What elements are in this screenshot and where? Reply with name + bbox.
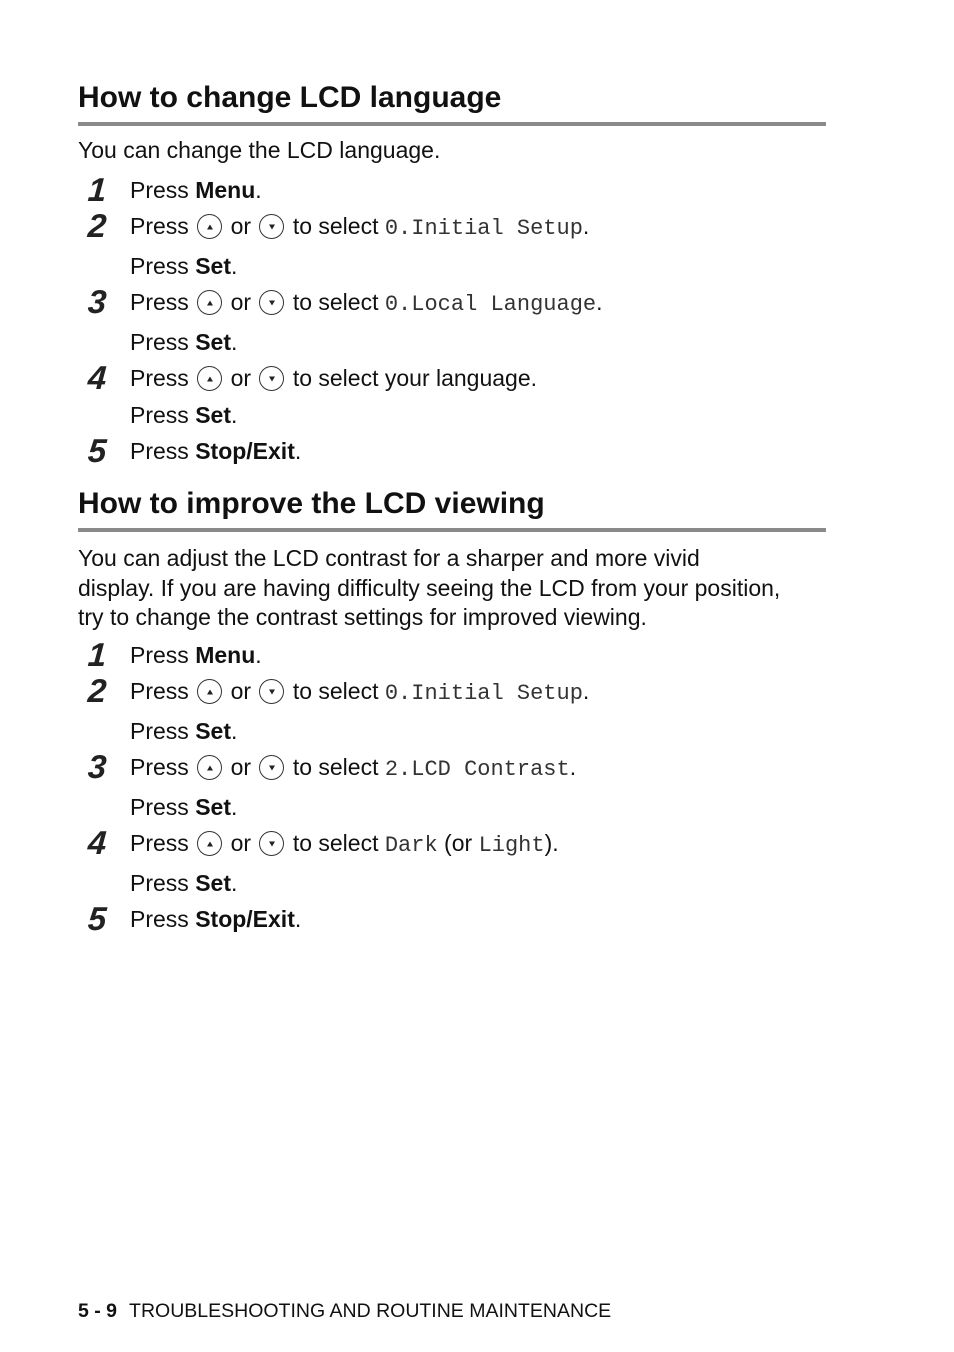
- step-text: .: [230, 869, 238, 896]
- step-number: 2: [86, 207, 108, 244]
- step-text: Press: [130, 365, 189, 391]
- step-line: [130, 789, 826, 826]
- step-line: [130, 360, 826, 397]
- down-arrow-key-icon: [259, 831, 284, 856]
- step-text: Press: [130, 438, 196, 464]
- step-text: to select: [292, 289, 379, 315]
- step-text: .: [230, 717, 238, 744]
- step-number: 1: [86, 170, 108, 208]
- intro-line: display. If you are having difficulty seeing the LCD from your position,: [78, 574, 781, 601]
- intro-line: You can adjust the LCD contrast for a sharper and more vivid: [78, 545, 700, 571]
- lcd-menu-text: Light: [478, 833, 545, 858]
- step-text: .: [230, 401, 238, 428]
- up-arrow-key-icon: [197, 290, 222, 315]
- page-number: 5 - 9: [78, 1300, 118, 1322]
- step-line: [130, 248, 826, 285]
- step-text: .: [582, 678, 590, 704]
- set-key-label: Set: [195, 252, 231, 279]
- step-text: or: [230, 213, 252, 239]
- step-2: [78, 208, 826, 284]
- step-number: 5: [86, 432, 108, 469]
- step-text: .: [230, 793, 238, 820]
- set-key-label: Set: [195, 401, 231, 428]
- step-text: Press: [130, 252, 196, 279]
- intro-line: try to change the contrast settings for improved viewing.: [78, 604, 647, 630]
- step-line: [130, 324, 826, 361]
- set-key-label: Set: [195, 717, 231, 744]
- step-number: 1: [86, 635, 108, 673]
- step-3: [78, 749, 826, 825]
- steps-list: [78, 172, 826, 470]
- step-text: .: [255, 641, 262, 668]
- step-text: to select: [292, 678, 379, 704]
- intro-text: You can change the LCD language.: [78, 137, 441, 163]
- down-arrow-key-icon: [259, 755, 284, 780]
- step-4: [78, 825, 826, 901]
- step-text: or: [230, 830, 252, 856]
- down-arrow-key-icon: [259, 290, 284, 315]
- step-text: Press: [130, 176, 196, 203]
- intro-text: [78, 544, 826, 633]
- step-number: 4: [86, 359, 108, 396]
- page-footer: [78, 1300, 611, 1323]
- stop-exit-key-label: Stop/Exit: [195, 906, 295, 932]
- set-key-label: Set: [195, 793, 231, 820]
- step-line: [130, 397, 826, 434]
- step-text: Press: [130, 289, 189, 315]
- step-text: .: [294, 906, 302, 932]
- step-number: 3: [86, 748, 108, 785]
- step-5: [78, 433, 826, 470]
- lcd-menu-text: 0.Local Language: [384, 292, 597, 317]
- step-text: to select: [292, 213, 379, 239]
- step-number: 2: [86, 672, 108, 709]
- step-2: [78, 673, 826, 749]
- lcd-menu-text: 2.LCD Contrast: [384, 757, 570, 782]
- step-line: [130, 673, 826, 713]
- step-text: or: [230, 289, 252, 315]
- up-arrow-key-icon: [197, 679, 222, 704]
- step-line: [130, 901, 826, 938]
- step-text: Press: [130, 401, 196, 428]
- set-key-label: Set: [195, 869, 231, 896]
- lcd-menu-text: 0.Initial Setup: [384, 681, 583, 706]
- step-line: [130, 433, 826, 470]
- step-text: to select your language.: [292, 365, 538, 391]
- step-text: Press: [130, 328, 196, 355]
- step-line: [130, 749, 826, 789]
- menu-key-label: Menu: [195, 176, 256, 203]
- step-4: [78, 360, 826, 433]
- down-arrow-key-icon: [259, 214, 284, 239]
- step-text: .: [596, 289, 603, 315]
- step-text: .: [582, 213, 590, 239]
- step-line: [130, 825, 826, 865]
- step-text: Press: [130, 641, 196, 668]
- step-1: [78, 172, 826, 209]
- step-text: ).: [544, 830, 559, 856]
- steps-list: [78, 637, 826, 938]
- section-change-lcd-language: [78, 80, 826, 470]
- chapter-title: TROUBLESHOOTING AND ROUTINE MAINTENANCE: [129, 1300, 612, 1322]
- step-line: [130, 713, 826, 750]
- step-text: Press: [130, 830, 189, 856]
- step-text: .: [230, 328, 238, 355]
- section-heading: How to change LCD language: [78, 80, 826, 126]
- down-arrow-key-icon: [259, 679, 284, 704]
- step-text: or: [230, 678, 252, 704]
- stop-exit-key-label: Stop/Exit: [195, 438, 295, 464]
- set-key-label: Set: [195, 328, 231, 355]
- step-number: 5: [86, 900, 108, 937]
- section-heading: How to improve the LCD viewing: [78, 486, 826, 532]
- step-line: [130, 284, 826, 324]
- step-text: (or: [437, 830, 479, 856]
- step-text: .: [294, 438, 302, 464]
- up-arrow-key-icon: [197, 831, 222, 856]
- menu-key-label: Menu: [195, 641, 256, 668]
- step-text: Press: [130, 678, 189, 704]
- step-text: Press: [130, 906, 196, 932]
- lcd-menu-text: 0.Initial Setup: [384, 216, 583, 241]
- step-line: [130, 172, 826, 209]
- step-text: to select: [292, 830, 379, 856]
- step-text: to select: [292, 754, 379, 780]
- step-text: Press: [130, 793, 196, 820]
- step-number: 4: [86, 824, 108, 861]
- step-text: .: [230, 252, 238, 279]
- up-arrow-key-icon: [197, 755, 222, 780]
- step-line: [130, 865, 826, 902]
- step-number: 3: [86, 283, 108, 320]
- step-text: or: [230, 365, 252, 391]
- step-text: .: [255, 176, 262, 203]
- step-line: [130, 637, 826, 674]
- step-text: Press: [130, 717, 196, 744]
- up-arrow-key-icon: [197, 366, 222, 391]
- step-text: Press: [130, 754, 189, 780]
- step-text: Press: [130, 213, 189, 239]
- step-text: Press: [130, 869, 196, 896]
- step-text: or: [230, 754, 252, 780]
- step-3: [78, 284, 826, 360]
- up-arrow-key-icon: [197, 214, 222, 239]
- step-5: [78, 901, 826, 938]
- section-improve-lcd-viewing: [78, 486, 826, 938]
- step-line: [130, 208, 826, 248]
- step-text: .: [569, 754, 577, 780]
- down-arrow-key-icon: [259, 366, 284, 391]
- lcd-menu-text: Dark: [384, 833, 438, 858]
- step-1: [78, 637, 826, 674]
